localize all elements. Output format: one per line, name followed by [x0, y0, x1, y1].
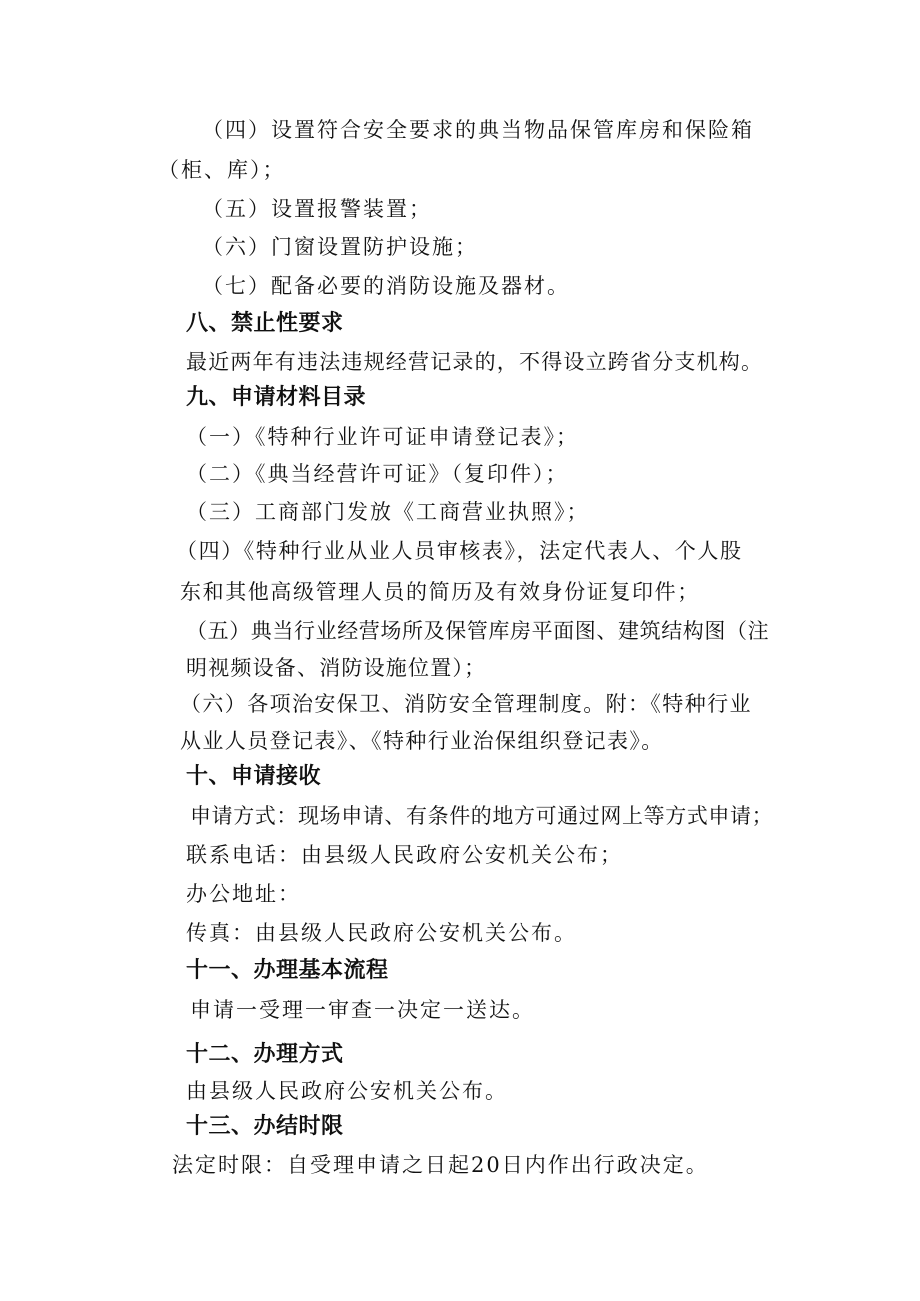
section-heading-materials: 九、申请材料目录 — [186, 385, 367, 410]
material-item-4-line2: 东和其他高级管理人员的简历及有效身份证复印件； — [180, 580, 700, 604]
time-limit-text: 法定时限：自受理申请之日起20日内作出行政决定。 — [172, 1153, 709, 1177]
prohibition-text: 最近两年有违法违规经营记录的，不得设立跨省分支机构。 — [186, 350, 764, 374]
material-item-5-line2: 明视频设备、消防设施位置）； — [186, 656, 487, 680]
item-4-storage-line2: （柜、库）； — [158, 158, 286, 182]
material-item-2: （二）《典当经营许可证》（复印件）； — [186, 462, 569, 486]
material-item-6-line1: （六）各项治安保卫、消防安全管理制度。附：《特种行业 — [180, 692, 752, 716]
fax: 传真：由县级人民政府公安机关公布。 — [186, 921, 577, 945]
contact-phone: 联系电话：由县级人民政府公安机关公布； — [186, 843, 623, 867]
office-address: 办公地址： — [186, 882, 301, 906]
item-7-fire-equipment: （七）配备必要的消防设施及器材。 — [202, 274, 570, 298]
section-heading-application: 十、申请接收 — [186, 764, 322, 789]
process-text: 申请一受理一审查一决定一送达。 — [190, 998, 535, 1022]
application-method: 申请方式：现场申请、有条件的地方可通过网上等方式申请； — [190, 804, 774, 828]
material-item-1: （一）《特种行业许可证申请登记表》； — [186, 425, 579, 449]
section-heading-process: 十一、办理基本流程 — [186, 958, 389, 983]
material-item-3: （三）工商部门发放《工商营业执照》； — [186, 500, 590, 524]
section-heading-handling: 十二、办理方式 — [186, 1042, 344, 1067]
material-item-4-line1: （四）《特种行业从业人员审核表》，法定代表人、个人股 — [176, 539, 743, 563]
item-4-storage-line1: （四）设置符合安全要求的典当物品保管库房和保险箱 — [202, 118, 754, 142]
material-item-6-line2: 从业人员登记表》、《特种行业治保组织登记表》。 — [180, 729, 664, 753]
item-6-window-protection: （六）门窗设置防护设施； — [202, 235, 478, 259]
section-heading-prohibition: 八、禁止性要求 — [186, 311, 344, 336]
material-item-5-line1: （五）典当行业经营场所及保管库房平面图、建筑结构图（注 — [186, 619, 770, 643]
section-heading-time-limit: 十三、办结时限 — [186, 1114, 344, 1139]
handling-text: 由县级人民政府公安机关公布。 — [186, 1079, 508, 1103]
item-5-alarm: （五）设置报警装置； — [202, 197, 432, 221]
